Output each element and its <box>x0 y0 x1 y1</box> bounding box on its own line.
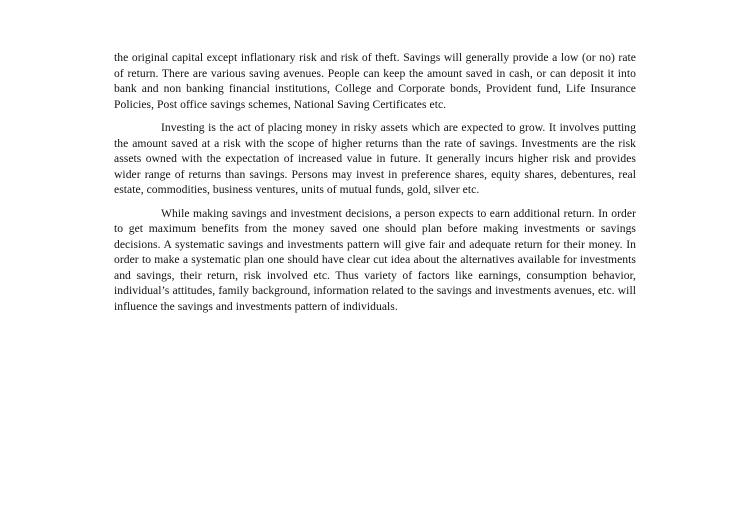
paragraph-investing: Investing is the act of placing money in risky assets which are expected to grow. It involves putting the amount saved at a risk with the scope of higher returns than the rate of savings. Investments are the risk assets owned with the expectation of increased value in future. It generally incurs higher risk and provides wider range of returns than savings. Persons may invest in preference shares, equity shares, debentures, real estate, commodities, business ventures, units of mutual funds, gold, silver etc. <box>114 121 636 196</box>
document-body <box>114 50 636 314</box>
paragraph-decisions: While making savings and investment decisions, a person expects to earn additional return. In order to get maximum benefits from the money saved one should plan before making investments or savings decisions. A systematic savings and investments pattern will give fair and adequate return for their money. In order to make a systematic plan one should have clear cut idea about the alternatives available for investments and savings, their return, risk involved etc. Thus variety of factors like earnings, consumption behavior, individual’s attitudes, family background, information related to the savings and investments avenues, etc. will influence the savings and investments pattern of individuals. <box>114 206 636 313</box>
paragraph-savings-continued: the original capital except inflationary risk and risk of theft. Savings will generally provide a low (or no) rate of return. There are various saving avenues. People can keep the amount saved in cash, or can deposit it into bank and non banking financial institutions, College and Corporate bonds, Provident fund, Life Insurance Policies, Post office savings schemes, National Saving Certificates etc. <box>114 51 636 111</box>
